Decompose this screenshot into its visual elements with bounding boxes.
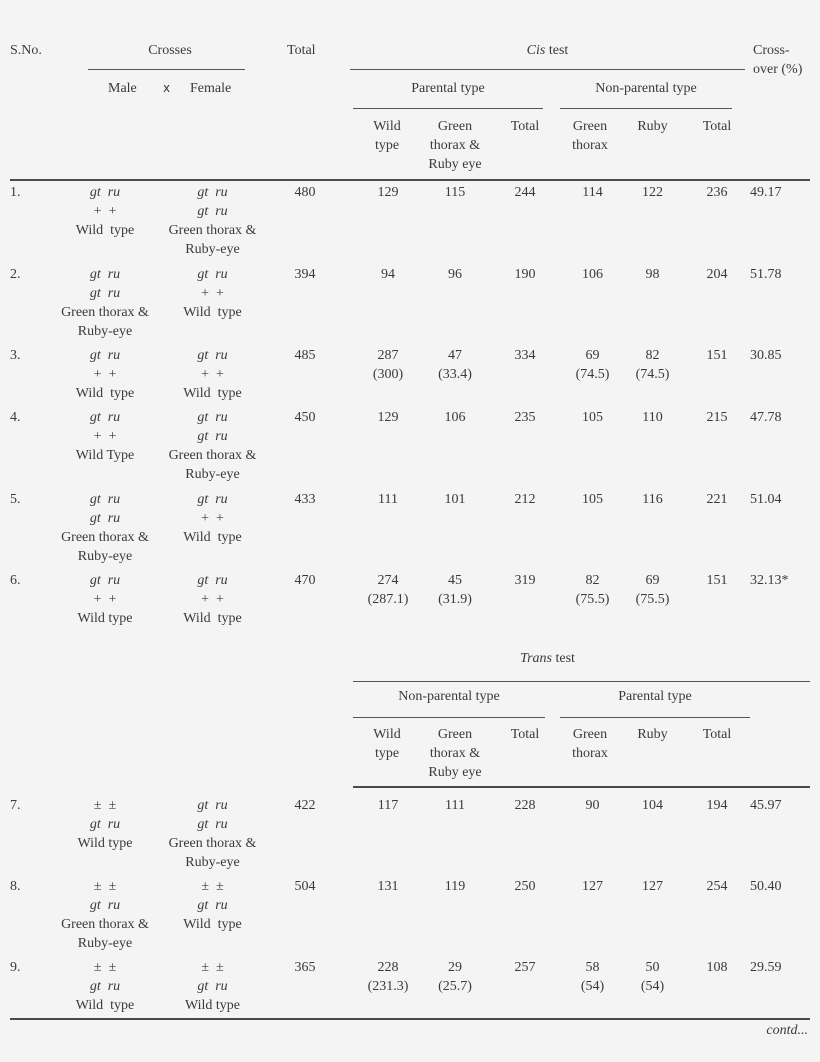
divider-header-bottom xyxy=(10,179,810,181)
row-sno: 5. xyxy=(10,492,21,507)
row-ruby: 50 (54) xyxy=(640,960,665,994)
row-female-genotype: gt ru + + Wild type xyxy=(183,492,242,545)
row-total: 504 xyxy=(294,879,316,894)
row-female-genotype: ± ± gt ru Wild type xyxy=(184,960,241,1013)
row-green-ruby: 101 xyxy=(444,492,466,507)
row-total: 470 xyxy=(294,573,316,588)
cis-parental-type: Parental type xyxy=(411,81,485,96)
row-green-ruby: 45 (31.9) xyxy=(438,573,472,607)
row-wild-type: 111 xyxy=(378,492,398,507)
row-crossover: 45.97 xyxy=(750,798,782,813)
row-green-ruby: 47 (33.4) xyxy=(438,348,472,382)
header-male: Male xyxy=(108,81,137,96)
row-male-genotype: ± ± gt ru Wild type xyxy=(75,960,135,1013)
divider-cis-nonparental xyxy=(560,108,732,109)
row-total-2: 108 xyxy=(706,960,728,975)
row-total: 450 xyxy=(294,410,316,425)
trans-test-title: Trans test xyxy=(520,651,575,666)
row-ruby: 122 xyxy=(642,185,663,200)
row-crossover: 30.85 xyxy=(750,348,782,363)
row-green-thorax: 114 xyxy=(582,185,603,200)
row-crossover: 51.04 xyxy=(750,492,782,507)
row-green-ruby: 115 xyxy=(444,185,466,200)
cis-sub-green-ruby: Green thorax & Ruby eye xyxy=(428,119,482,172)
row-female-genotype: ± ± gt ru Wild type xyxy=(183,879,242,932)
row-green-thorax: 127 xyxy=(582,879,603,894)
divider-cis-parental xyxy=(353,108,543,109)
row-green-thorax: 90 xyxy=(585,798,600,813)
row-wild-type: 129 xyxy=(377,410,399,425)
header-total: Total xyxy=(287,43,316,58)
row-crossover: 51.78 xyxy=(750,267,782,282)
row-crossover: 47.78 xyxy=(750,410,782,425)
row-sno: 7. xyxy=(10,798,21,813)
row-ruby: 69 (75.5) xyxy=(635,573,670,607)
row-male-genotype: ± ± gt ru Wild type xyxy=(77,798,133,851)
row-sno: 2. xyxy=(10,267,21,282)
row-total-2: 236 xyxy=(706,185,728,200)
row-green-ruby: 29 (25.7) xyxy=(438,960,472,994)
row-wild-type: 287 (300) xyxy=(372,348,404,382)
row-total-2: 221 xyxy=(706,492,728,507)
header-crosses: Crosses xyxy=(148,43,192,58)
row-sno: 9. xyxy=(10,960,21,975)
row-female-genotype: gt ru gt ru Green thorax & Ruby-eye xyxy=(168,798,257,870)
row-crossover: 29.59 xyxy=(750,960,782,975)
trans-sub-green-thorax: Green thorax xyxy=(572,727,608,761)
row-male-genotype: ± ± gt ru Green thorax & Ruby-eye xyxy=(61,879,149,951)
row-ruby: 116 xyxy=(642,492,663,507)
row-male-genotype: gt ru + + Wild type xyxy=(75,348,135,401)
row-total-2: 194 xyxy=(706,798,728,813)
divider-crosses xyxy=(88,69,245,70)
row-total: 433 xyxy=(294,492,316,507)
row-ruby: 82 (74.5) xyxy=(635,348,670,382)
row-green-thorax: 105 xyxy=(582,492,603,507)
contd-note: contd... xyxy=(766,1023,808,1038)
trans-nonparental-type: Non-parental type xyxy=(398,689,500,704)
row-wild-type: 129 xyxy=(377,185,399,200)
row-total-1: 190 xyxy=(514,267,536,282)
row-female-genotype: gt ru + + Wild type xyxy=(183,267,242,320)
row-male-genotype: gt ru gt ru Green thorax & Ruby-eye xyxy=(61,267,149,339)
row-ruby: 98 xyxy=(645,267,660,282)
row-total-1: 235 xyxy=(514,410,536,425)
trans-sub-ruby: Ruby xyxy=(637,727,668,742)
row-wild-type: 131 xyxy=(377,879,399,894)
row-sno: 6. xyxy=(10,573,21,588)
row-sno: 4. xyxy=(10,410,21,425)
divider-trans-bottom xyxy=(353,786,810,788)
row-green-ruby: 119 xyxy=(444,879,466,894)
row-green-thorax: 58 (54) xyxy=(580,960,605,994)
row-sno: 3. xyxy=(10,348,21,363)
cis-sub-wild-type: Wild type xyxy=(373,119,401,153)
trans-sub-wild-type: Wild type xyxy=(373,727,401,761)
row-male-genotype: gt ru + + Wild type xyxy=(77,573,133,626)
row-female-genotype: gt ru gt ru Green thorax & Ruby-eye xyxy=(168,185,257,257)
row-female-genotype: gt ru + + Wild type xyxy=(183,573,242,626)
row-wild-type: 94 xyxy=(381,267,395,282)
row-total-2: 215 xyxy=(706,410,728,425)
row-total-1: 228 xyxy=(514,798,536,813)
row-female-genotype: gt ru gt ru Green thorax & Ruby-eye xyxy=(168,410,257,482)
row-female-genotype: gt ru + + Wild type xyxy=(183,348,242,401)
divider-trans-parental xyxy=(560,717,750,718)
row-green-thorax: 69 (74.5) xyxy=(575,348,610,382)
divider-cis xyxy=(350,69,745,70)
row-total: 394 xyxy=(294,267,316,282)
row-crossover: 50.40 xyxy=(750,879,782,894)
row-total-1: 250 xyxy=(514,879,536,894)
header-sno: S.No. xyxy=(10,43,42,58)
row-male-genotype: gt ru + + Wild Type xyxy=(75,410,135,463)
row-total: 365 xyxy=(294,960,316,975)
row-total-2: 151 xyxy=(706,573,728,588)
row-total-1: 257 xyxy=(514,960,536,975)
row-total-1: 319 xyxy=(514,573,536,588)
times-sign: x xyxy=(163,81,171,95)
cis-sub-total1: Total xyxy=(510,119,540,134)
row-total-1: 244 xyxy=(514,185,536,200)
row-ruby: 127 xyxy=(642,879,663,894)
cis-test-title: Cis test xyxy=(526,43,569,58)
row-green-ruby: 96 xyxy=(448,267,462,282)
row-male-genotype: gt ru + + Wild type xyxy=(75,185,135,238)
cis-nonparental-type: Non-parental type xyxy=(595,81,697,96)
divider-trans-nonparental xyxy=(353,717,545,718)
row-total-1: 334 xyxy=(514,348,536,363)
row-total: 480 xyxy=(294,185,316,200)
row-male-genotype: gt ru gt ru Green thorax & Ruby-eye xyxy=(61,492,149,564)
row-green-ruby: 106 xyxy=(444,410,466,425)
header-female: Female xyxy=(190,81,232,96)
row-total-1: 212 xyxy=(514,492,536,507)
divider-table-bottom xyxy=(10,1018,810,1020)
row-wild-type: 274 (287.1) xyxy=(367,573,409,607)
row-wild-type: 117 xyxy=(377,798,399,813)
row-total-2: 204 xyxy=(706,267,728,282)
row-green-thorax: 82 (75.5) xyxy=(575,573,610,607)
row-ruby: 110 xyxy=(642,410,663,425)
row-green-ruby: 111 xyxy=(445,798,465,813)
cis-sub-green-thorax: Green thorax xyxy=(572,119,608,153)
row-green-thorax: 106 xyxy=(582,267,603,282)
row-wild-type: 228 (231.3) xyxy=(367,960,409,994)
trans-sub-total1: Total xyxy=(510,727,540,742)
divider-trans xyxy=(353,681,810,682)
row-total: 422 xyxy=(294,798,316,813)
row-total-2: 254 xyxy=(706,879,728,894)
cis-sub-total2: Total xyxy=(702,119,732,134)
row-ruby: 104 xyxy=(642,798,663,813)
row-crossover: 32.13* xyxy=(750,573,789,588)
cis-sub-ruby: Ruby xyxy=(637,119,668,134)
row-total: 485 xyxy=(294,348,316,363)
row-sno: 8. xyxy=(10,879,21,894)
row-sno: 1. xyxy=(10,185,21,200)
row-crossover: 49.17 xyxy=(750,185,782,200)
trans-parental-type: Parental type xyxy=(618,689,692,704)
trans-sub-green-ruby: Green thorax & Ruby eye xyxy=(428,727,482,780)
row-total-2: 151 xyxy=(706,348,728,363)
header-crossover: Cross- over (%) xyxy=(753,43,803,77)
trans-sub-total2: Total xyxy=(702,727,732,742)
row-green-thorax: 105 xyxy=(582,410,603,425)
